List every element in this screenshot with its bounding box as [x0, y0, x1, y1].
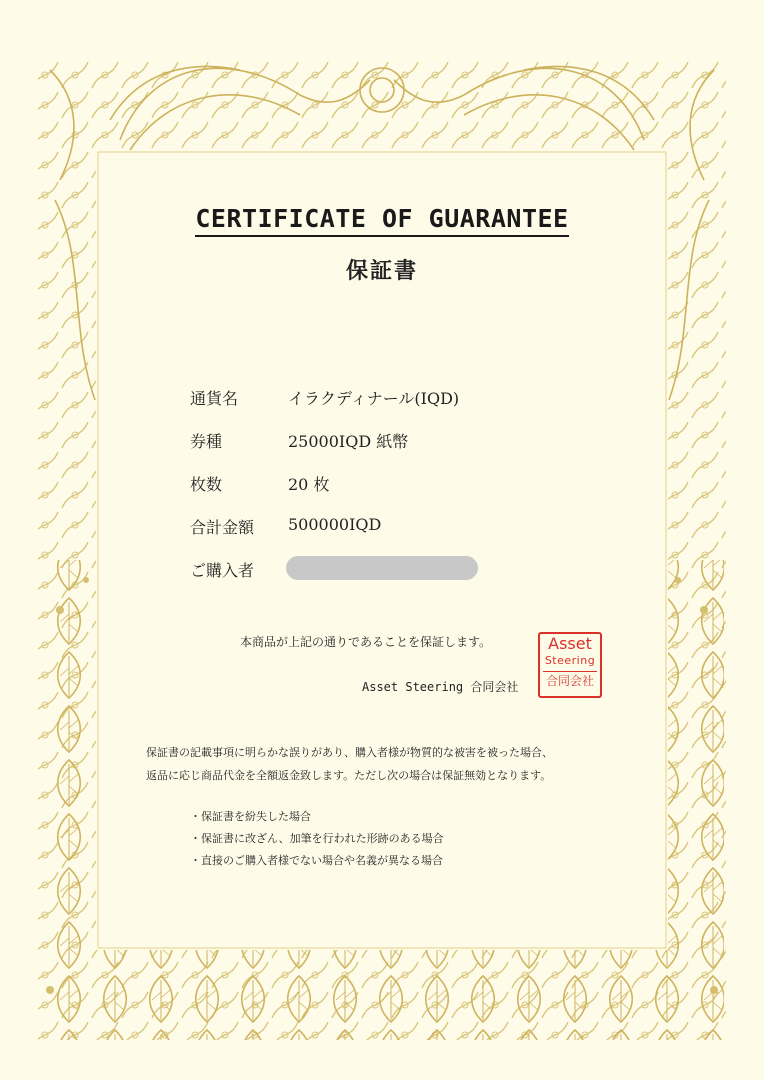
list-item: ・ 保証書に改ざん、加筆を行われた形跡のある場合 — [190, 828, 444, 850]
field-value: イラクディナール(IQD) — [288, 389, 460, 408]
company-seal-stamp — [538, 632, 602, 698]
title-english: CERTIFICATE OF GUARANTEE — [0, 204, 764, 233]
company-name: Asset Steering 合同会社 — [362, 680, 519, 694]
field-label: 枚数 — [190, 475, 223, 494]
field-value: 500000IQD — [288, 515, 382, 534]
list-item: ・ 保証書を紛失した場合 — [190, 806, 444, 828]
seal-line-2: Steering — [544, 654, 596, 667]
title-japanese: 保証書 — [345, 259, 418, 284]
void-conditions-list — [190, 806, 444, 872]
field-label: 券種 — [190, 432, 223, 451]
seal-line-3: 合同会社 — [543, 671, 597, 690]
field-label: 合計金額 — [190, 518, 255, 537]
field-label: 通貨名 — [190, 389, 239, 408]
guarantee-statement: 本商品が上記の通りであることを保証します。 — [240, 635, 492, 649]
warranty-notice — [146, 741, 626, 787]
field-label: ご購入者 — [190, 561, 255, 580]
list-item: ・ 直接のご購入者様でない場合や名義が異なる場合 — [190, 850, 444, 872]
notice-line: 保証書の記載事項に明らかな誤りがあり、購入者様が物質的な被害を被った場合、 — [146, 746, 553, 759]
field-value: 25000IQD 紙幣 — [288, 432, 409, 451]
notice-line: 返品に応じ商品代金を全額返金致します。ただし次の場合は保証無効となります。 — [146, 769, 552, 782]
field-value: 20 枚 — [288, 475, 330, 494]
seal-line-1: Asset — [548, 634, 592, 653]
redacted-purchaser-name — [286, 556, 478, 580]
